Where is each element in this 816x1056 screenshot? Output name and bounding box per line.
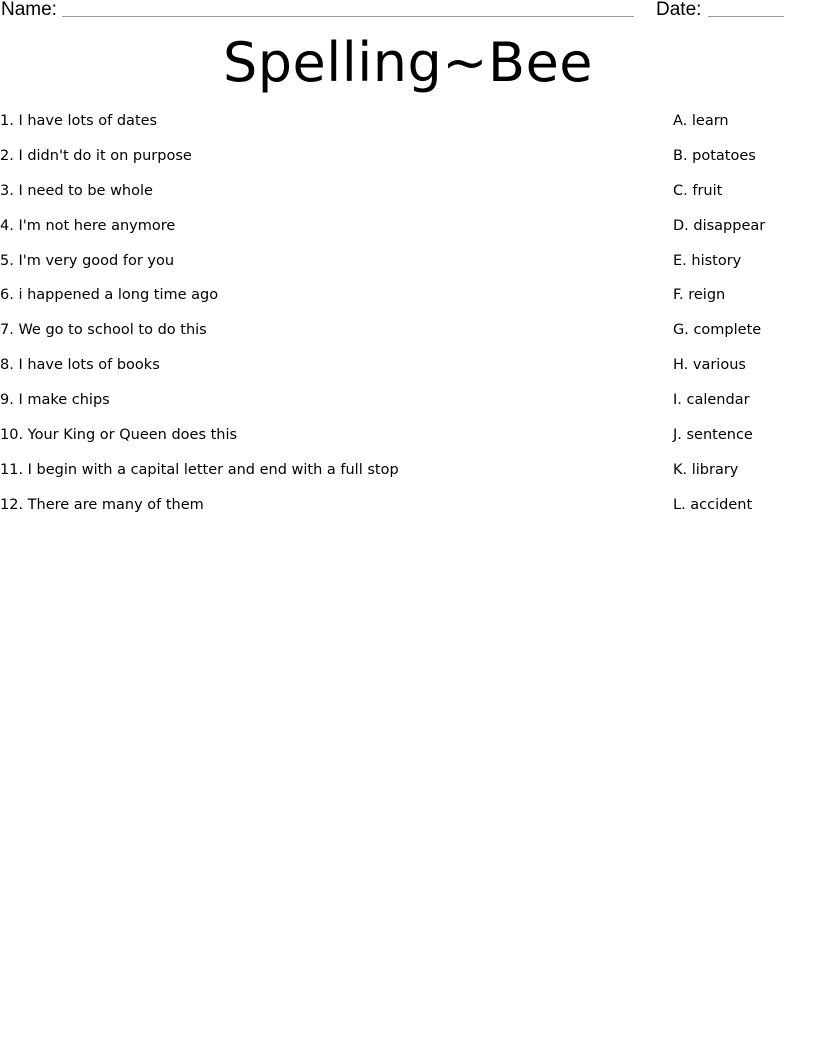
answer-option: K. library (673, 461, 739, 478)
clue-text: 12. There are many of them (0, 496, 204, 513)
clue-text: 10. Your King or Queen does this (0, 427, 238, 444)
list-item (0, 354, 816, 389)
clue-text: 3. I need to be whole (0, 182, 153, 199)
list-item (0, 494, 816, 529)
clue-text: 6. i happened a long time ago (0, 287, 219, 304)
date-field-line (708, 16, 784, 17)
clue-text: 1. I have lots of dates (0, 113, 158, 129)
list-item (0, 459, 816, 494)
matching-list (0, 110, 816, 529)
answer-option: B. potatoes (673, 147, 756, 164)
answer-option: G. complete (673, 322, 762, 339)
name-field-line (62, 16, 634, 17)
answer-option: D. disappear (673, 217, 766, 234)
worksheet-header (0, 0, 816, 24)
answer-option: A. learn (673, 113, 729, 129)
clue-text: 4. I'm not here anymore (0, 217, 176, 234)
list-item (0, 145, 816, 180)
clue-text: 11. I begin with a capital letter and end with a full stop (0, 461, 399, 478)
list-item (0, 389, 816, 424)
answer-option: L. accident (673, 496, 753, 513)
list-item (0, 180, 816, 215)
list-item (0, 424, 816, 459)
date-label: Date: (656, 0, 702, 20)
clue-text: 7. We go to school to do this (0, 322, 207, 339)
clue-text: 9. I make chips (0, 392, 110, 409)
clue-text: 8. I have lots of books (0, 357, 160, 374)
answer-option: E. history (673, 252, 742, 269)
name-label: Name: (1, 0, 57, 20)
answer-option: F. reign (673, 287, 726, 304)
clue-text: 5. I'm very good for you (0, 252, 175, 269)
list-item (0, 215, 816, 250)
list-item (0, 110, 816, 145)
answer-option: C. fruit (673, 182, 723, 199)
answer-option: I. calendar (673, 392, 750, 409)
answer-option: H. various (673, 357, 746, 374)
clue-text: 2. I didn't do it on purpose (0, 147, 192, 164)
answer-option: J. sentence (673, 427, 753, 444)
list-item (0, 319, 816, 354)
list-item (0, 250, 816, 285)
page-title: Spelling~Bee (222, 31, 594, 94)
list-item (0, 284, 816, 319)
